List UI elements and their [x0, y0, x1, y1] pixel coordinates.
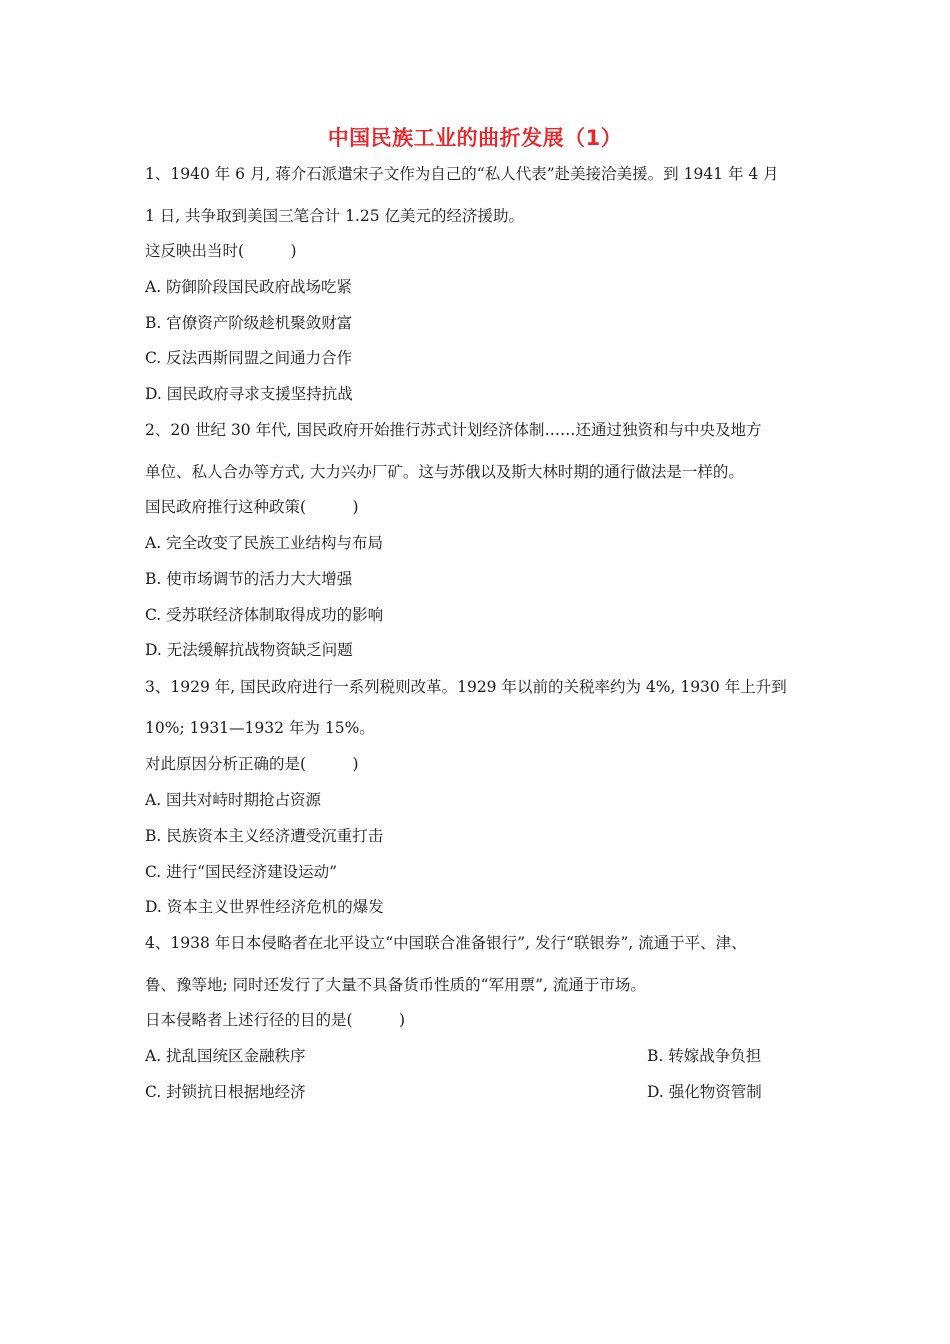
question-4-option-b: B. 转嫁战争负担 — [647, 1047, 762, 1065]
question-3-stem-line-1: 3、1929 年, 国民政府进行一系列税则改革。1929 年以前的关税率约为 4%, 1930 年上升到 — [145, 678, 787, 696]
question-4-option-d: D. 强化物资管制 — [647, 1083, 762, 1101]
question-1-option-b: B. 官僚资产阶级趁机聚敛财富 — [145, 314, 353, 332]
question-2-option-d: D. 无法缓解抗战物资缺乏问题 — [145, 641, 353, 659]
question-1-option-d: D. 国民政府寻求支援坚持抗战 — [145, 385, 353, 403]
question-2-stem-line-1: 2、20 世纪 30 年代, 国民政府开始推行苏式计划经济体制……还通过独资和与中央及地方 — [145, 421, 762, 439]
question-1-prompt: 这反映出当时( ) — [145, 242, 297, 260]
question-1-option-a: A. 防御阶段国民政府战场吃紧 — [145, 278, 353, 296]
question-2-option-b: B. 使市场调节的活力大大增强 — [145, 570, 353, 588]
question-2-stem-line-2: 单位、私人合办等方式, 大力兴办厂矿。这与苏俄以及斯大林时期的通行做法是一样的。 — [145, 463, 744, 481]
question-1-stem-line-2: 1 日, 共争取到美国三笔合计 1.25 亿美元的经济援助。 — [145, 207, 525, 225]
question-1-option-c: C. 反法西斯同盟之间通力合作 — [145, 349, 353, 367]
question-3-option-b: B. 民族资本主义经济遭受沉重打击 — [145, 827, 384, 845]
question-4-stem-line-1: 4、1938 年日本侵略者在北平设立“中国联合准备银行”, 发行“联银券”, 流通于平、津、 — [145, 934, 747, 952]
question-2-prompt: 国民政府推行这种政策( ) — [145, 498, 359, 516]
question-3-prompt: 对此原因分析正确的是( ) — [145, 755, 359, 773]
question-4-stem-line-2: 鲁、豫等地; 同时还发行了大量不具备货币性质的“军用票”, 流通于市场。 — [145, 976, 646, 994]
question-1-stem-line-1: 1、1940 年 6 月, 蒋介石派遣宋子文作为自己的“私人代表”赴美接洽美援。到 1941 年 4 月 — [145, 165, 779, 183]
question-4-option-c: C. 封锁抗日根据地经济 — [145, 1083, 306, 1101]
page-title: 中国民族工业的曲折发展（1） — [327, 126, 623, 150]
question-3-stem-line-2: 10%; 1931—1932 年为 15%。 — [145, 719, 375, 737]
question-3-option-d: D. 资本主义世界性经济危机的爆发 — [145, 898, 384, 916]
question-2-option-c: C. 受苏联经济体制取得成功的影响 — [145, 606, 384, 624]
question-2-option-a: A. 完全改变了民族工业结构与布局 — [145, 534, 384, 552]
question-3-option-a: A. 国共对峙时期抢占资源 — [145, 791, 322, 809]
question-4-option-a: A. 扰乱国统区金融秩序 — [145, 1047, 306, 1065]
question-4-prompt: 日本侵略者上述行径的目的是( ) — [145, 1011, 406, 1029]
question-3-option-c: C. 进行“国民经济建设运动” — [145, 863, 338, 881]
